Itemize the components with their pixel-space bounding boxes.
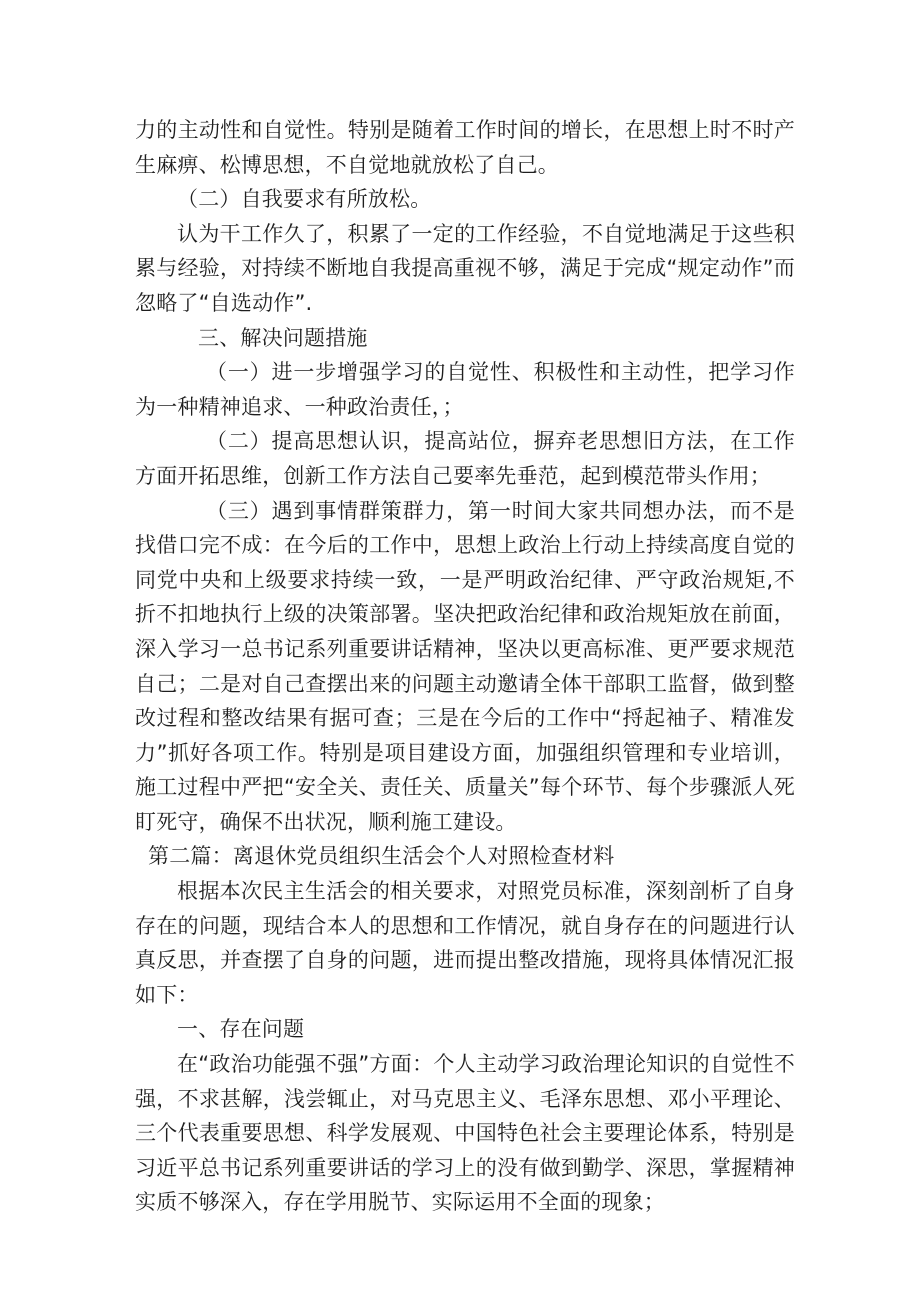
paragraph-political-function: 在“政治功能强不强”方面：个人主动学习政治理论知识的自觉性不强，不求甚解，浅尝辄止，对马克思主义、毛泽东思想、邓小平理论、三个代表重要思想、科学发展观、中国特色社会主要理论体系，特别是习近平总书记系列重要讲话的学习上的没有做到勤学、深思，掌握精神实质不够深入，存在学用脱节、实际运用不全面的现象；	[135, 1052, 795, 1215]
heading-existing-problems: 一、存在问题	[177, 1017, 305, 1042]
subheading-self-requirement: （二）自我要求有所放松。	[177, 187, 432, 212]
section-title-part-two: 第二篇：离退休党员组织生活会个人对照检查材料	[148, 844, 615, 869]
paragraph-work-experience: 认为干工作久了，积累了一定的工作经验，不自觉地满足于这些积累与经验，对持续不断地自我提高重视不够，满足于完成“规定动作”而忽略了“自选动作”.	[135, 221, 795, 315]
paragraph-continuation: 力的主动性和自觉性。特别是随着工作时间的增长，在思想上时不时产生麻痹、松博思想，不自觉地就放松了自己。	[135, 118, 795, 177]
paragraph-intro: 根据本次民主生活会的相关要求，对照党员标准，深刻剖析了自身存在的问题，现结合本人的思想和工作情况，就自身存在的问题进行认真反思，并查摆了自身的问题，进而提出整改措施，现将具体情况汇报如下：	[135, 879, 795, 1007]
heading-solutions: 三、解决问题措施	[198, 325, 368, 350]
measure-two: （二）提高思想认识，提高站位，摒弃老思想旧方法，在工作方面开拓思维，创新工作方法自己要率先垂范，起到模范带头作用；	[135, 429, 795, 488]
measure-three: （三）遇到事情群策群力，第一时间大家共同想办法，而不是找借口完不成：在今后的工作中，思想上政治上行动上持续高度自觉的同党中央和上级要求持续一致，一是严明政治纪律、严守政治规矩,不折不扣地执行上级的决策部署。坚决把政治纪律和政治规矩放在前面，深入学习一总书记系列重要讲话精神，坚决以更高标准、更严要求规范自己；二是对自己查摆出来的问题主动邀请全体干部职工监督，做到整改过程和整改结果有据可查；三是在今后的工作中“捋起袖子、精准发力”抓好各项工作。特别是项目建设方面，加强组织管理和专业培训，施工过程中严把“安全关、责任关、质量关”每个环节、每个步骤派人死盯死守，确保不出状况，顺利施工建设。	[135, 498, 795, 834]
document-body	[135, 113, 795, 1220]
measure-one: （一）进一步增强学习的自觉性、积极性和主动性，把学习作为一种精神追求、一种政治责任，；	[135, 360, 795, 419]
